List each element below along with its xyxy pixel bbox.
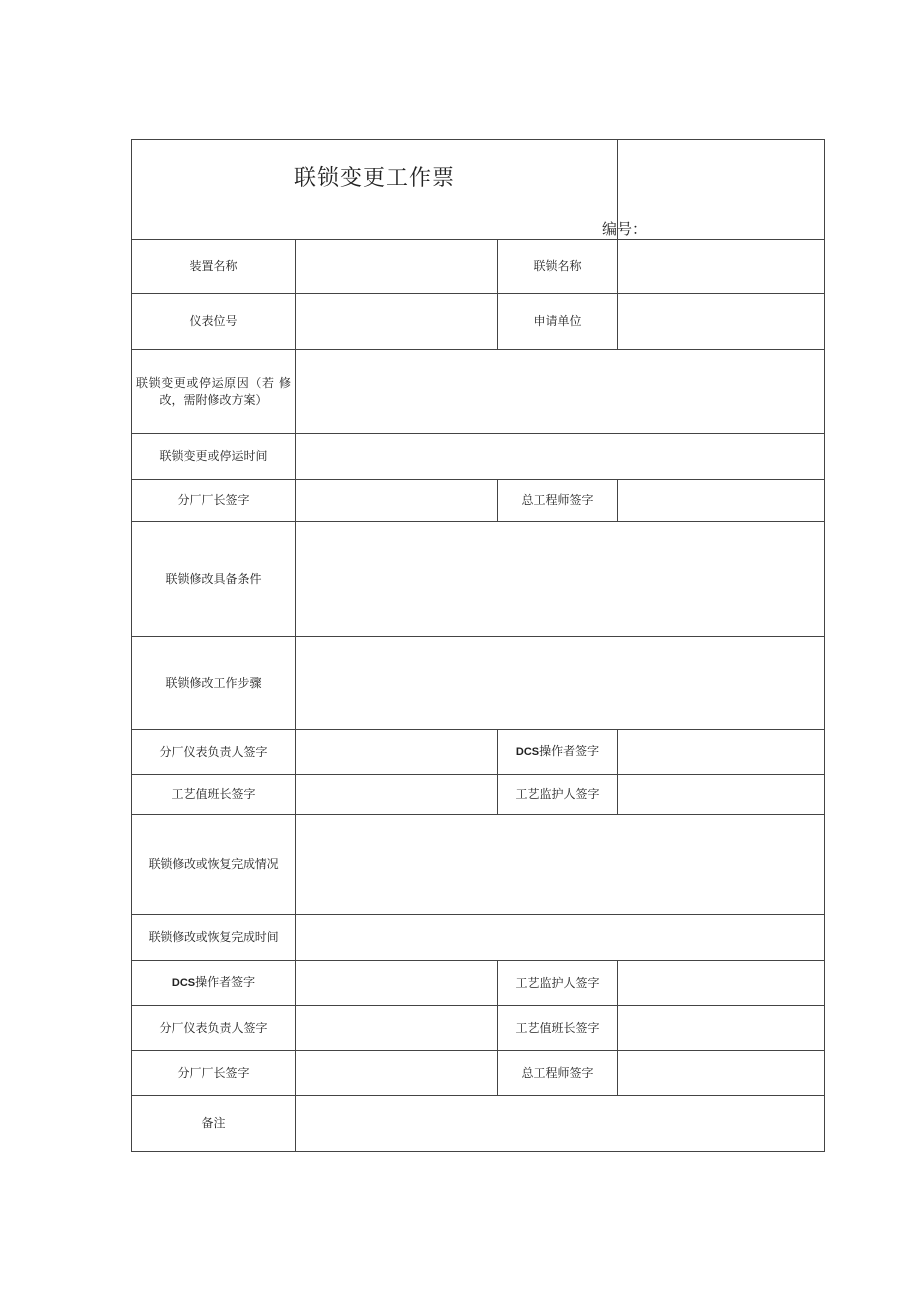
reason-field[interactable] <box>296 350 825 434</box>
change-time-label: 联锁变更或停运时间 <box>132 434 296 480</box>
reason-label: 联锁变更或停运原因（若 修改，需附修改方案） <box>136 375 291 407</box>
instrument-tag-label: 仪表位号 <box>132 294 296 350</box>
serial-number-label: 编号： <box>602 220 648 238</box>
dcs-operator-sign-label-cell <box>498 730 618 775</box>
completion-status-label: 联锁修改或恢复完成情况 <box>132 815 296 915</box>
process-supervisor-sign-label-2: 工艺监护人签字 <box>498 961 618 1006</box>
title-cell <box>132 140 648 240</box>
conditions-label: 联锁修改具备条件 <box>132 522 296 637</box>
device-name-label: 装置名称 <box>132 240 296 294</box>
work-ticket-form <box>131 139 824 1150</box>
chief-engineer-sign-field[interactable] <box>618 480 825 522</box>
branch-manager-sign-label-2: 分厂厂长签字 <box>132 1051 296 1096</box>
dcs-operator-sign-field[interactable] <box>618 730 825 775</box>
branch-manager-sign-field-2[interactable] <box>296 1051 498 1096</box>
steps-field[interactable] <box>296 637 825 730</box>
shift-leader-sign-field[interactable] <box>296 775 498 815</box>
remarks-label: 备注 <box>132 1096 296 1152</box>
process-supervisor-sign-field[interactable] <box>618 775 825 815</box>
shift-leader-sign-label-2: 工艺值班长签字 <box>498 1006 618 1051</box>
completion-time-label: 联锁修改或恢复完成时间 <box>132 915 296 961</box>
process-supervisor-sign-label: 工艺监护人签字 <box>498 775 618 815</box>
form-title: 联锁变更工作票 <box>294 166 456 191</box>
shift-leader-sign-field-2[interactable] <box>618 1006 825 1051</box>
chief-engineer-sign-field-2[interactable] <box>618 1051 825 1096</box>
reason-label-cell <box>132 350 296 434</box>
dcs-operator-sign-label-2-suffix: 操作者签字 <box>195 975 256 989</box>
conditions-field[interactable] <box>296 522 825 637</box>
dcs-operator-sign-field-2[interactable] <box>296 961 498 1006</box>
serial-number-field[interactable] <box>618 140 825 240</box>
interlock-name-field[interactable] <box>618 240 825 294</box>
chief-engineer-sign-label: 总工程师签字 <box>498 480 618 522</box>
dcs-operator-sign-label-prefix: DCS <box>515 746 540 758</box>
interlock-name-label: 联锁名称 <box>498 240 618 294</box>
instrument-lead-sign-field-2[interactable] <box>296 1006 498 1051</box>
dcs-operator-sign-label-suffix: 操作者签字 <box>539 744 600 758</box>
device-name-field[interactable] <box>296 240 498 294</box>
completion-status-field[interactable] <box>296 815 825 915</box>
instrument-lead-sign-label-2: 分厂仪表负责人签字 <box>132 1006 296 1051</box>
dcs-operator-sign-label-2-prefix: DCS <box>171 977 196 989</box>
branch-manager-sign-field[interactable] <box>296 480 498 522</box>
instrument-lead-sign-field[interactable] <box>296 730 498 775</box>
completion-time-field[interactable] <box>296 915 825 961</box>
chief-engineer-sign-label-2: 总工程师签字 <box>498 1051 618 1096</box>
remarks-field[interactable] <box>296 1096 825 1152</box>
instrument-lead-sign-label: 分厂仪表负责人签字 <box>132 730 296 775</box>
dcs-operator-sign-label-2-cell <box>132 961 296 1006</box>
applicant-unit-field[interactable] <box>618 294 825 350</box>
change-time-field[interactable] <box>296 434 825 480</box>
branch-manager-sign-label: 分厂厂长签字 <box>132 480 296 522</box>
steps-label: 联锁修改工作步骤 <box>132 637 296 730</box>
process-supervisor-sign-field-2[interactable] <box>618 961 825 1006</box>
instrument-tag-field[interactable] <box>296 294 498 350</box>
work-ticket-table <box>131 139 825 1152</box>
shift-leader-sign-label: 工艺值班长签字 <box>132 775 296 815</box>
applicant-unit-label: 申请单位 <box>498 294 618 350</box>
